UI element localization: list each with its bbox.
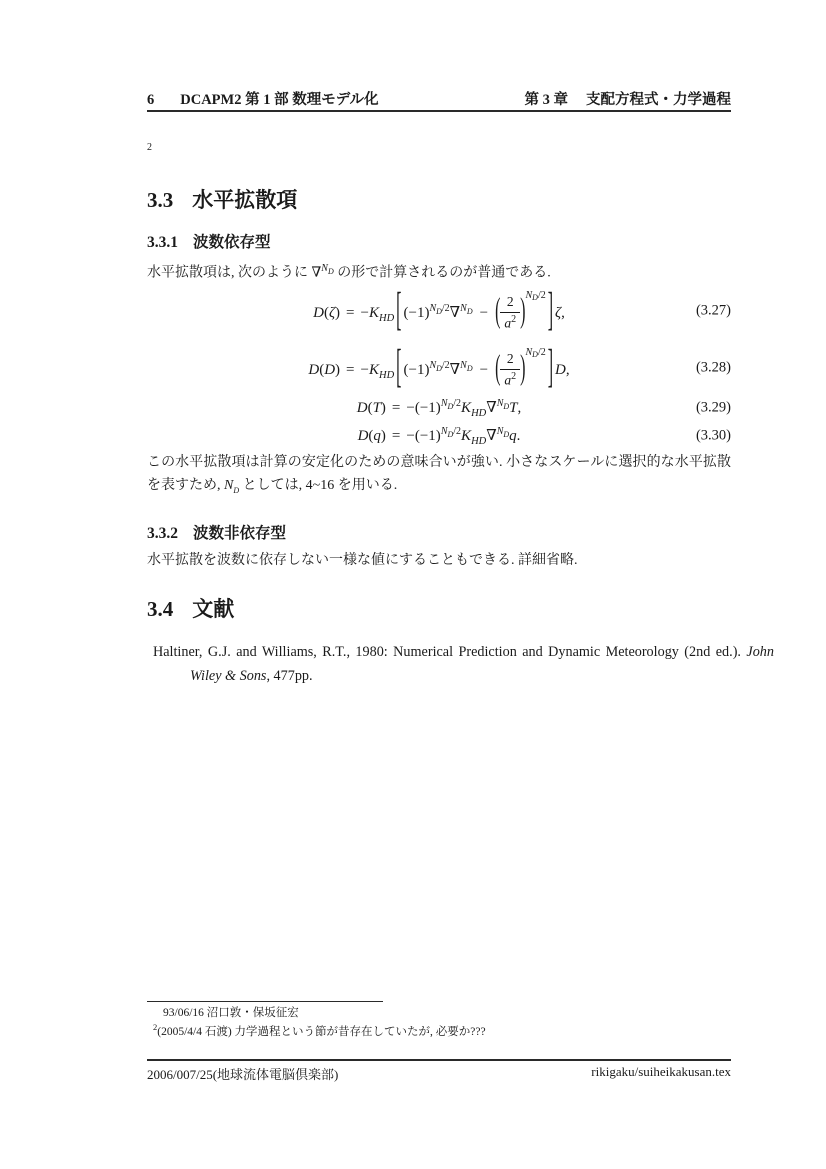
math-token: K [368, 361, 379, 378]
footnote-line-2 [153, 1020, 486, 1039]
paragraph-3-3-2: 水平拡散を波数に依存しない一様な値にすることもできる. 詳細省略. [147, 553, 578, 568]
math-token: , [561, 304, 565, 321]
text-run: この水平拡散項は計算の安定化のための意味合いが強い. 小さなスケールに選択的な水平拡散を表すため, [147, 455, 731, 493]
page-footer [147, 1064, 731, 1083]
header-chapter-label: 第 3 章 [524, 92, 568, 108]
math-token: − [360, 361, 369, 378]
equation-3-27 [147, 282, 731, 340]
page-number: 6 [147, 92, 155, 108]
fraction: $\frac{2}{a^2}$ [500, 351, 520, 389]
left-bracket: [ [396, 344, 402, 394]
header-left [147, 88, 378, 109]
math-token: , [565, 361, 570, 378]
equation-3-29 [147, 396, 731, 420]
math-token: N [224, 478, 234, 493]
subsection-number: 3.3.2 [147, 525, 178, 542]
equation-3-28 [147, 339, 731, 397]
equation-number: (3.27) [695, 302, 731, 319]
math-token: ( [368, 427, 374, 444]
equation-body [357, 398, 522, 419]
math-exponent: ND/2 [429, 359, 450, 373]
paragraph-discussion [147, 451, 731, 502]
text-run: の形で計算されるのが普通である. [333, 265, 551, 281]
math-token: ζ [555, 304, 562, 321]
math-token: ζ [328, 304, 336, 321]
nabla-symbol: ∇ [311, 265, 322, 281]
footnote-text: (2005/4/4 石渡) 力学過程という節が昔存在していたが, 必要か??? [157, 1025, 486, 1038]
math-token: D [313, 304, 324, 321]
math-token: ( [367, 399, 373, 416]
equation-body [358, 426, 521, 447]
math-token: − [479, 304, 489, 321]
math-token: T [509, 399, 518, 416]
equation-number: (3.28) [695, 359, 731, 376]
section-number: 3.3 [147, 188, 174, 212]
math-token: = [346, 304, 355, 321]
section-heading-3-4 [147, 593, 731, 623]
reference-text: Haltiner, G.J. and Williams, R.T., 1980: Numerical Prediction and Dynamic Meteorology (2nd ed.). [153, 644, 747, 660]
footnote-marker: 2 [153, 1022, 158, 1032]
math-exponent: ND/2 [525, 346, 546, 359]
math-exponent: ND [460, 302, 473, 316]
math-token: − [360, 304, 369, 321]
math-exponent: ND/2 [429, 302, 450, 316]
stray-footnote-mark: 2 [147, 142, 152, 153]
right-paren: ) [520, 293, 526, 331]
math-token: = [346, 361, 355, 378]
footer-right: rikigaku/suiheikakusan.tex [591, 1064, 731, 1079]
math-token: ) [335, 304, 341, 321]
math-exponent: ND/2 [440, 397, 462, 411]
paragraph-intro [147, 257, 731, 285]
section-heading-3-3 [147, 184, 731, 214]
math-token: K [368, 304, 379, 321]
subsection-number: 3.3.1 [147, 234, 178, 251]
math-token: HD [378, 369, 395, 381]
math-token: = [391, 427, 401, 444]
right-bracket: ] [547, 287, 554, 337]
math-exponent: ND [496, 425, 510, 439]
math-token: −(−1) [406, 427, 441, 444]
math-exponent: ND [460, 359, 473, 373]
math-exponent: ND [496, 397, 510, 411]
subsection-title: 波数依存型 [193, 234, 271, 251]
nabla-symbol: ∇ [486, 427, 497, 444]
math-token: K [461, 427, 472, 444]
equation-body [308, 344, 570, 394]
math-token: T [372, 399, 381, 416]
equation-number: (3.30) [695, 427, 731, 444]
header-chapter-title: 支配方程式・力学過程 [586, 92, 731, 108]
equation-3-30 [147, 424, 731, 448]
math-token: (−1) [403, 304, 430, 321]
math-token: D [324, 361, 336, 378]
math-token: , [517, 399, 522, 416]
math-token: HD [378, 312, 395, 324]
right-bracket: ] [547, 344, 554, 394]
math-token: D [233, 485, 240, 495]
fraction: $\frac{2}{a^2}$ [500, 294, 520, 332]
text-run: としては, 4~16 を用いる. [239, 478, 398, 493]
section-title: 水平拡散項 [192, 188, 298, 212]
footer-left: 2006/007/25(地球流体電脳倶楽部) [147, 1067, 339, 1082]
left-paren: ( [495, 293, 501, 331]
math-token: q [509, 427, 517, 444]
math-token: − [479, 361, 489, 378]
nabla-symbol: ∇ [449, 361, 461, 378]
equation-number: (3.29) [695, 399, 731, 416]
math-exponent: ND [321, 263, 334, 276]
math-token: D [356, 399, 368, 416]
header-right [525, 88, 732, 109]
footnote-line-1: 93/06/16 沼口敦・保坂征宏 [163, 1007, 299, 1019]
math-token: D [357, 427, 369, 444]
section-title: 文献 [192, 597, 235, 621]
math-token: = [391, 399, 401, 416]
math-token: D [308, 361, 320, 378]
subsection-heading-3-3-2 [147, 521, 731, 543]
math-token: D [555, 361, 566, 378]
math-token: HD [471, 435, 487, 447]
math-token: (−1) [403, 361, 430, 378]
math-token: −(−1) [406, 399, 441, 416]
subsection-heading-3-3-1 [147, 230, 731, 252]
header-part-title: DCAPM2 第 1 部 数理モデル化 [180, 92, 379, 108]
nabla-symbol: ∇ [486, 399, 497, 416]
math-exponent: ND/2 [440, 425, 462, 439]
math-token: q [373, 427, 381, 444]
equation-body [313, 287, 565, 337]
math-token: HD [471, 407, 487, 419]
reference-publisher: John Wiley & Sons [190, 644, 774, 684]
right-paren: ) [520, 350, 526, 388]
math-exponent: ND/2 [525, 289, 546, 302]
math-token: . [516, 427, 521, 444]
footer-rule [147, 1059, 731, 1061]
section-number: 3.4 [147, 597, 174, 621]
nabla-symbol: ∇ [449, 304, 461, 321]
footnote-rule [147, 1001, 383, 1002]
math-token: ) [380, 399, 386, 416]
left-paren: ( [495, 350, 501, 388]
left-bracket: [ [396, 287, 402, 337]
math-token: ( [323, 304, 329, 321]
subsection-title: 波数非依存型 [193, 525, 287, 542]
header-rule [147, 110, 731, 112]
reference-pages: , 477pp. [266, 668, 313, 684]
page-header [147, 88, 731, 109]
math-token: ) [380, 427, 386, 444]
bibliography-entry [147, 640, 774, 688]
math-token: ( [319, 361, 325, 378]
math-token: ) [335, 361, 341, 378]
text-run: 水平拡散項は, 次のように [147, 265, 312, 281]
math-token: K [461, 399, 472, 416]
